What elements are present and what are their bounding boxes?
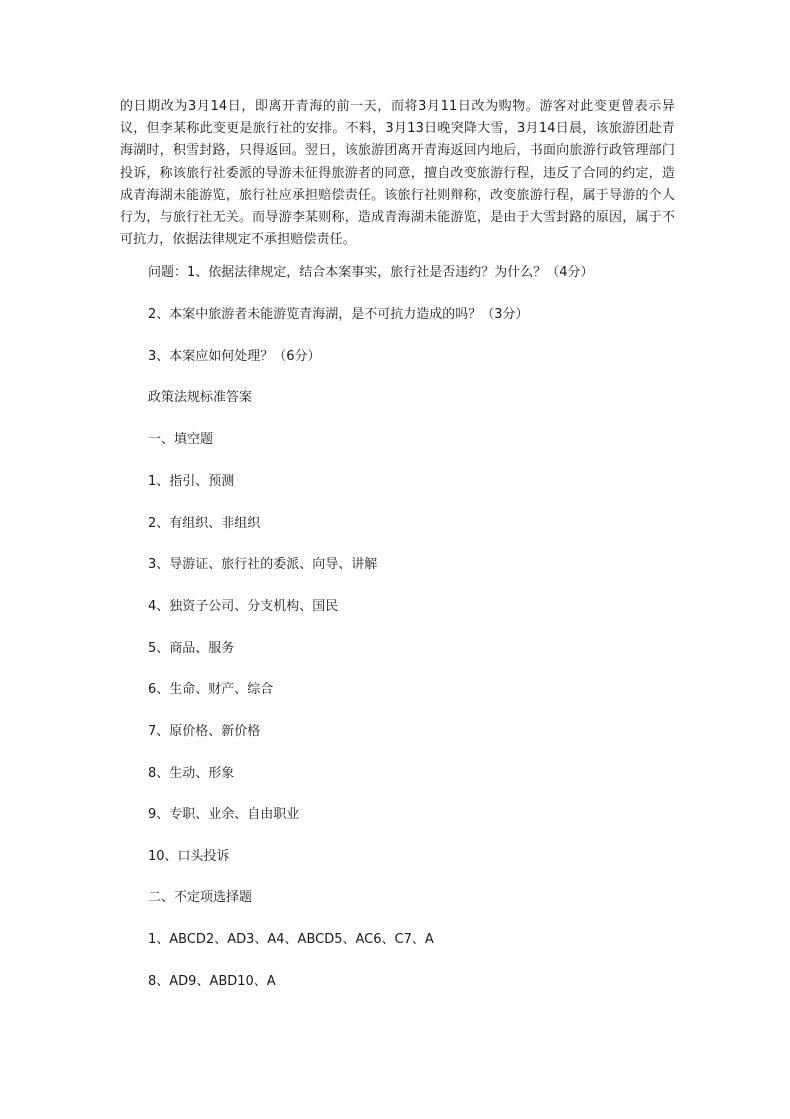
fill-answer-8: 8、生动、形象 [148, 766, 235, 781]
fill-answer-4: 4、独资子公司、分支机构、国民 [148, 599, 339, 614]
fill-answer-1: 1、指引、预测 [148, 474, 235, 489]
fill-answer-2: 2、有组织、非组织 [148, 516, 261, 531]
choice-answers-2: 8、AD9、ABD10、A [148, 974, 276, 989]
section-choice-title: 二、不定项选择题 [148, 890, 253, 905]
fill-answer-3: 3、导游证、旅行社的委派、向导、讲解 [148, 557, 378, 572]
fill-answer-6: 6、生命、财产、综合 [148, 682, 274, 697]
fill-answer-9: 9、专职、业余、自由职业 [148, 807, 300, 822]
question-1: 问题：1、依据法律规定，结合本案事实，旅行社是否违约？为什么？（4分） [148, 265, 594, 280]
fill-answer-7: 7、原价格、新价格 [148, 724, 261, 739]
section-fill-in-title: 一、填空题 [148, 432, 214, 447]
question-3: 3、本案应如何处理？（6分） [148, 349, 321, 364]
fill-answer-10: 10、口头投诉 [148, 849, 230, 864]
case-paragraph: 的日期改为3月14日，即离开青海的前一天，而将3月11日改为购物。游客对此变更曾表示异议，但李某称此变更是旅行社的安排。不料，3月13日晚突降大雪，3月14日晨，该旅游团赴青海湖时，积雪封路，只得返回。翌日，该旅游团离开青海返回内地后，书面向旅游行政管理部门投诉，称该旅行社委派的导游未征得旅游者的同意，擅自改变旅游行程，违反了合同的约定，造成青海湖未能游览，旅行社应承担赔偿责任。该旅行社则辩称，改变旅游行程，属于导游的个人行为，与旅行社无关。而导游李某则称，造成青海湖未能游览，是由于大雪封路的原因，属于不可抗力，依据法律规定不承担赔偿责任。 [120, 99, 675, 248]
answer-title: 政策法规标准答案 [148, 390, 253, 405]
choice-answers-1: 1、ABCD2、AD3、A4、ABCD5、AC6、C7、A [148, 932, 434, 947]
fill-answer-5: 5、商品、服务 [148, 641, 235, 656]
question-2: 2、本案中旅游者未能游览青海湖，是不可抗力造成的吗？（3分） [148, 307, 529, 322]
